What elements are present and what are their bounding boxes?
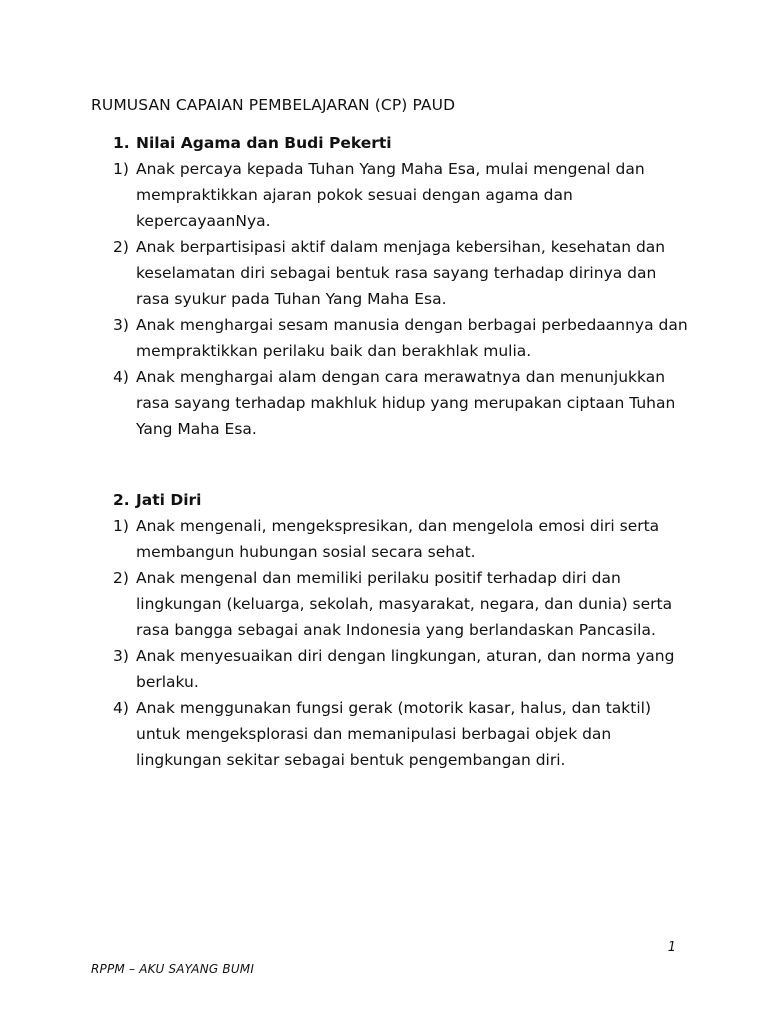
- item-text: Anak menggunakan fungsi gerak (motorik kasar, halus, dan taktil) untuk mengeksplorasi dan memanipulasi berbagai objek dan lingkungan sekitar sebagai bentuk pengembangan diri.: [136, 699, 651, 769]
- footer-text: RPPM – AKU SAYANG BUMI: [91, 962, 255, 976]
- item-marker: 3): [113, 316, 129, 334]
- item-marker: 3): [113, 647, 129, 665]
- item-marker: 4): [113, 699, 129, 717]
- item-text: Anak percaya kepada Tuhan Yang Maha Esa, mulai mengenal dan mempraktikkan ajaran pokok sesuai dengan agama dan kepercayaanNya.: [136, 160, 645, 230]
- item-marker: 1): [113, 517, 129, 535]
- section-jati-diri: [113, 487, 693, 773]
- list-item: [113, 234, 693, 312]
- list-item: [113, 312, 693, 364]
- section-heading: [113, 130, 693, 156]
- item-marker: 4): [113, 368, 129, 386]
- item-text: Anak menyesuaikan diri dengan lingkungan, aturan, dan norma yang berlaku.: [136, 647, 675, 691]
- item-marker: 1): [113, 160, 129, 178]
- page-number: 1: [667, 940, 676, 955]
- item-text: Anak berpartisipasi aktif dalam menjaga kebersihan, kesehatan dan keselamatan diri sebagai bentuk rasa sayang terhadap dirinya dan rasa syukur pada Tuhan Yang Maha Esa.: [136, 238, 666, 308]
- item-marker: 2): [113, 569, 129, 587]
- list-item: [113, 565, 693, 643]
- section-number: 1.: [113, 134, 130, 152]
- item-list: [113, 513, 693, 773]
- item-text: Anak menghargai sesam manusia dengan berbagai perbedaannya dan mempraktikkan perilaku baik dan berakhlak mulia.: [136, 316, 688, 360]
- item-text: Anak mengenali, mengekspresikan, dan mengelola emosi diri serta membangun hubungan sosial secara sehat.: [136, 517, 660, 561]
- section-title: Jati Diri: [136, 491, 202, 509]
- list-item: [113, 513, 693, 565]
- section-heading: [113, 487, 693, 513]
- section-number: 2.: [113, 491, 130, 509]
- item-list: [113, 156, 693, 442]
- list-item: [113, 643, 693, 695]
- item-marker: 2): [113, 238, 129, 256]
- document-title: RUMUSAN CAPAIAN PEMBELAJARAN (CP) PAUD: [91, 96, 456, 114]
- list-item: [113, 364, 693, 442]
- list-item: [113, 695, 693, 773]
- list-item: [113, 156, 693, 234]
- section-title: Nilai Agama dan Budi Pekerti: [136, 134, 392, 152]
- item-text: Anak menghargai alam dengan cara merawatnya dan menunjukkan rasa sayang terhadap makhluk hidup yang merupakan ciptaan Tuhan Yang Maha Esa.: [136, 368, 676, 438]
- item-text: Anak mengenal dan memiliki perilaku positif terhadap diri dan lingkungan (keluarga, sekolah, masyarakat, negara, dan dunia) serta rasa bangga sebagai anak Indonesia yang berlandaskan Pancasila.: [136, 569, 673, 639]
- section-nilai-agama: [113, 130, 693, 442]
